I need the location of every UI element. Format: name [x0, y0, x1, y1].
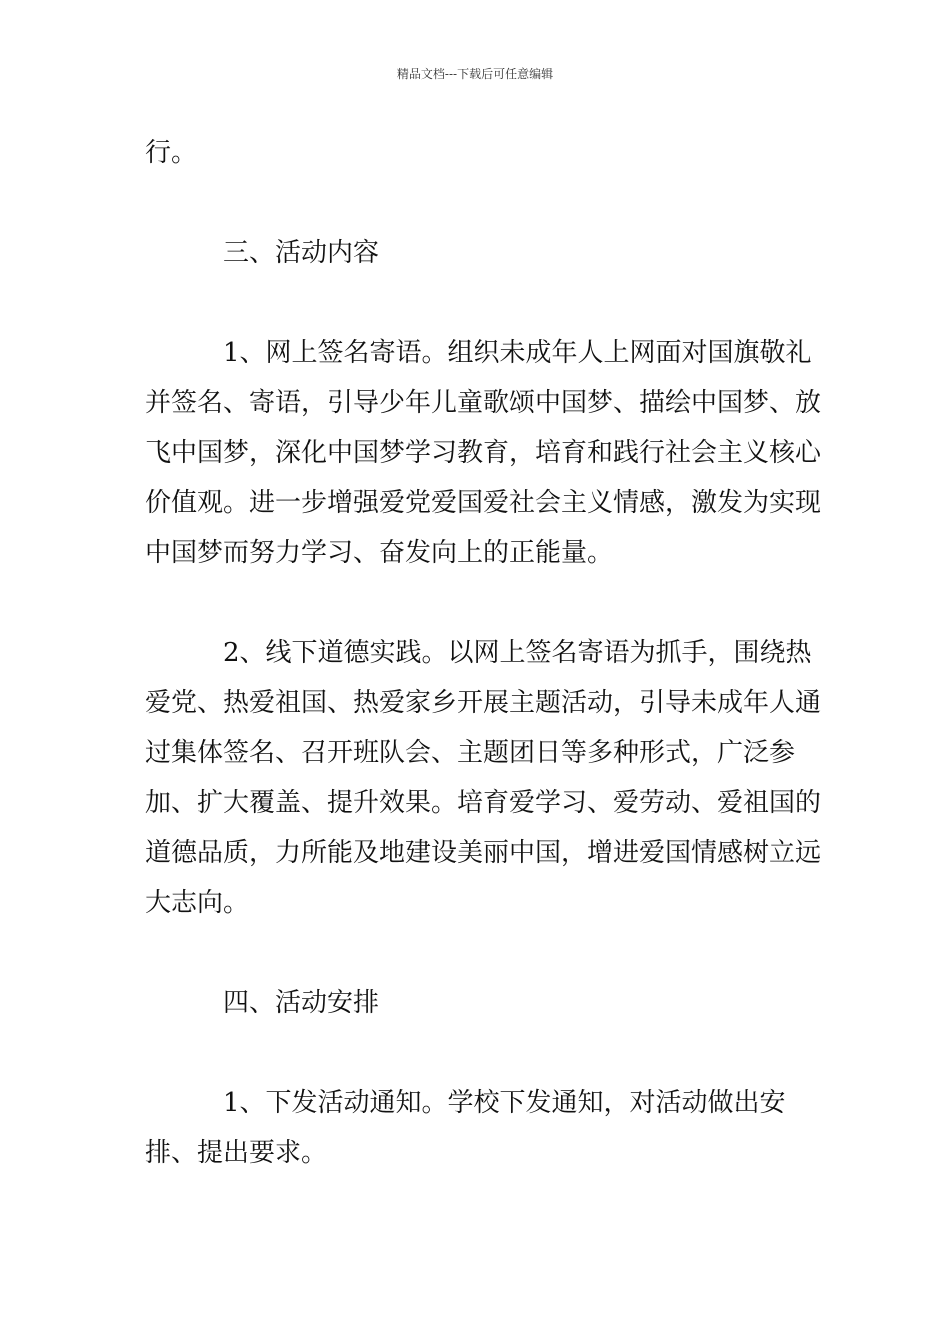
paragraph-issue-notice: 1、下发活动通知。学校下发通知，对活动做出安排、提出要求。 — [145, 1088, 786, 1168]
paragraph-continuation: 行。 — [145, 138, 198, 168]
section-heading-activity-content: 三、活动内容 — [223, 238, 380, 268]
document-body — [145, 128, 825, 1178]
paragraph-offline-practice: 2、线下道德实践。以网上签名寄语为抓手，围绕热爱党、热爱祖国、热爱家乡开展主题活动，引导未成年人通过集体签名、召开班队会、主题团日等多种形式，广泛参加、扩大覆盖、提升效果。培育爱学习、爱劳动、爱祖国的道德品质，力所能及地建设美丽中国，增进爱国情感树立远大志向。 — [145, 638, 822, 918]
page-header: 精品文档---下载后可任意编辑 — [396, 67, 554, 81]
paragraph-online-signature: 1、网上签名寄语。组织未成年人上网面对国旗敬礼并签名、寄语，引导少年儿童歌颂中国梦、描绘中国梦、放飞中国梦，深化中国梦学习教育，培育和践行社会主义核心价值观。进一步增强爱党爱国爱社会主义情感，激发为实现中国梦而努力学习、奋发向上的正能量。 — [145, 338, 822, 568]
section-heading-activity-arrangement: 四、活动安排 — [223, 988, 380, 1018]
